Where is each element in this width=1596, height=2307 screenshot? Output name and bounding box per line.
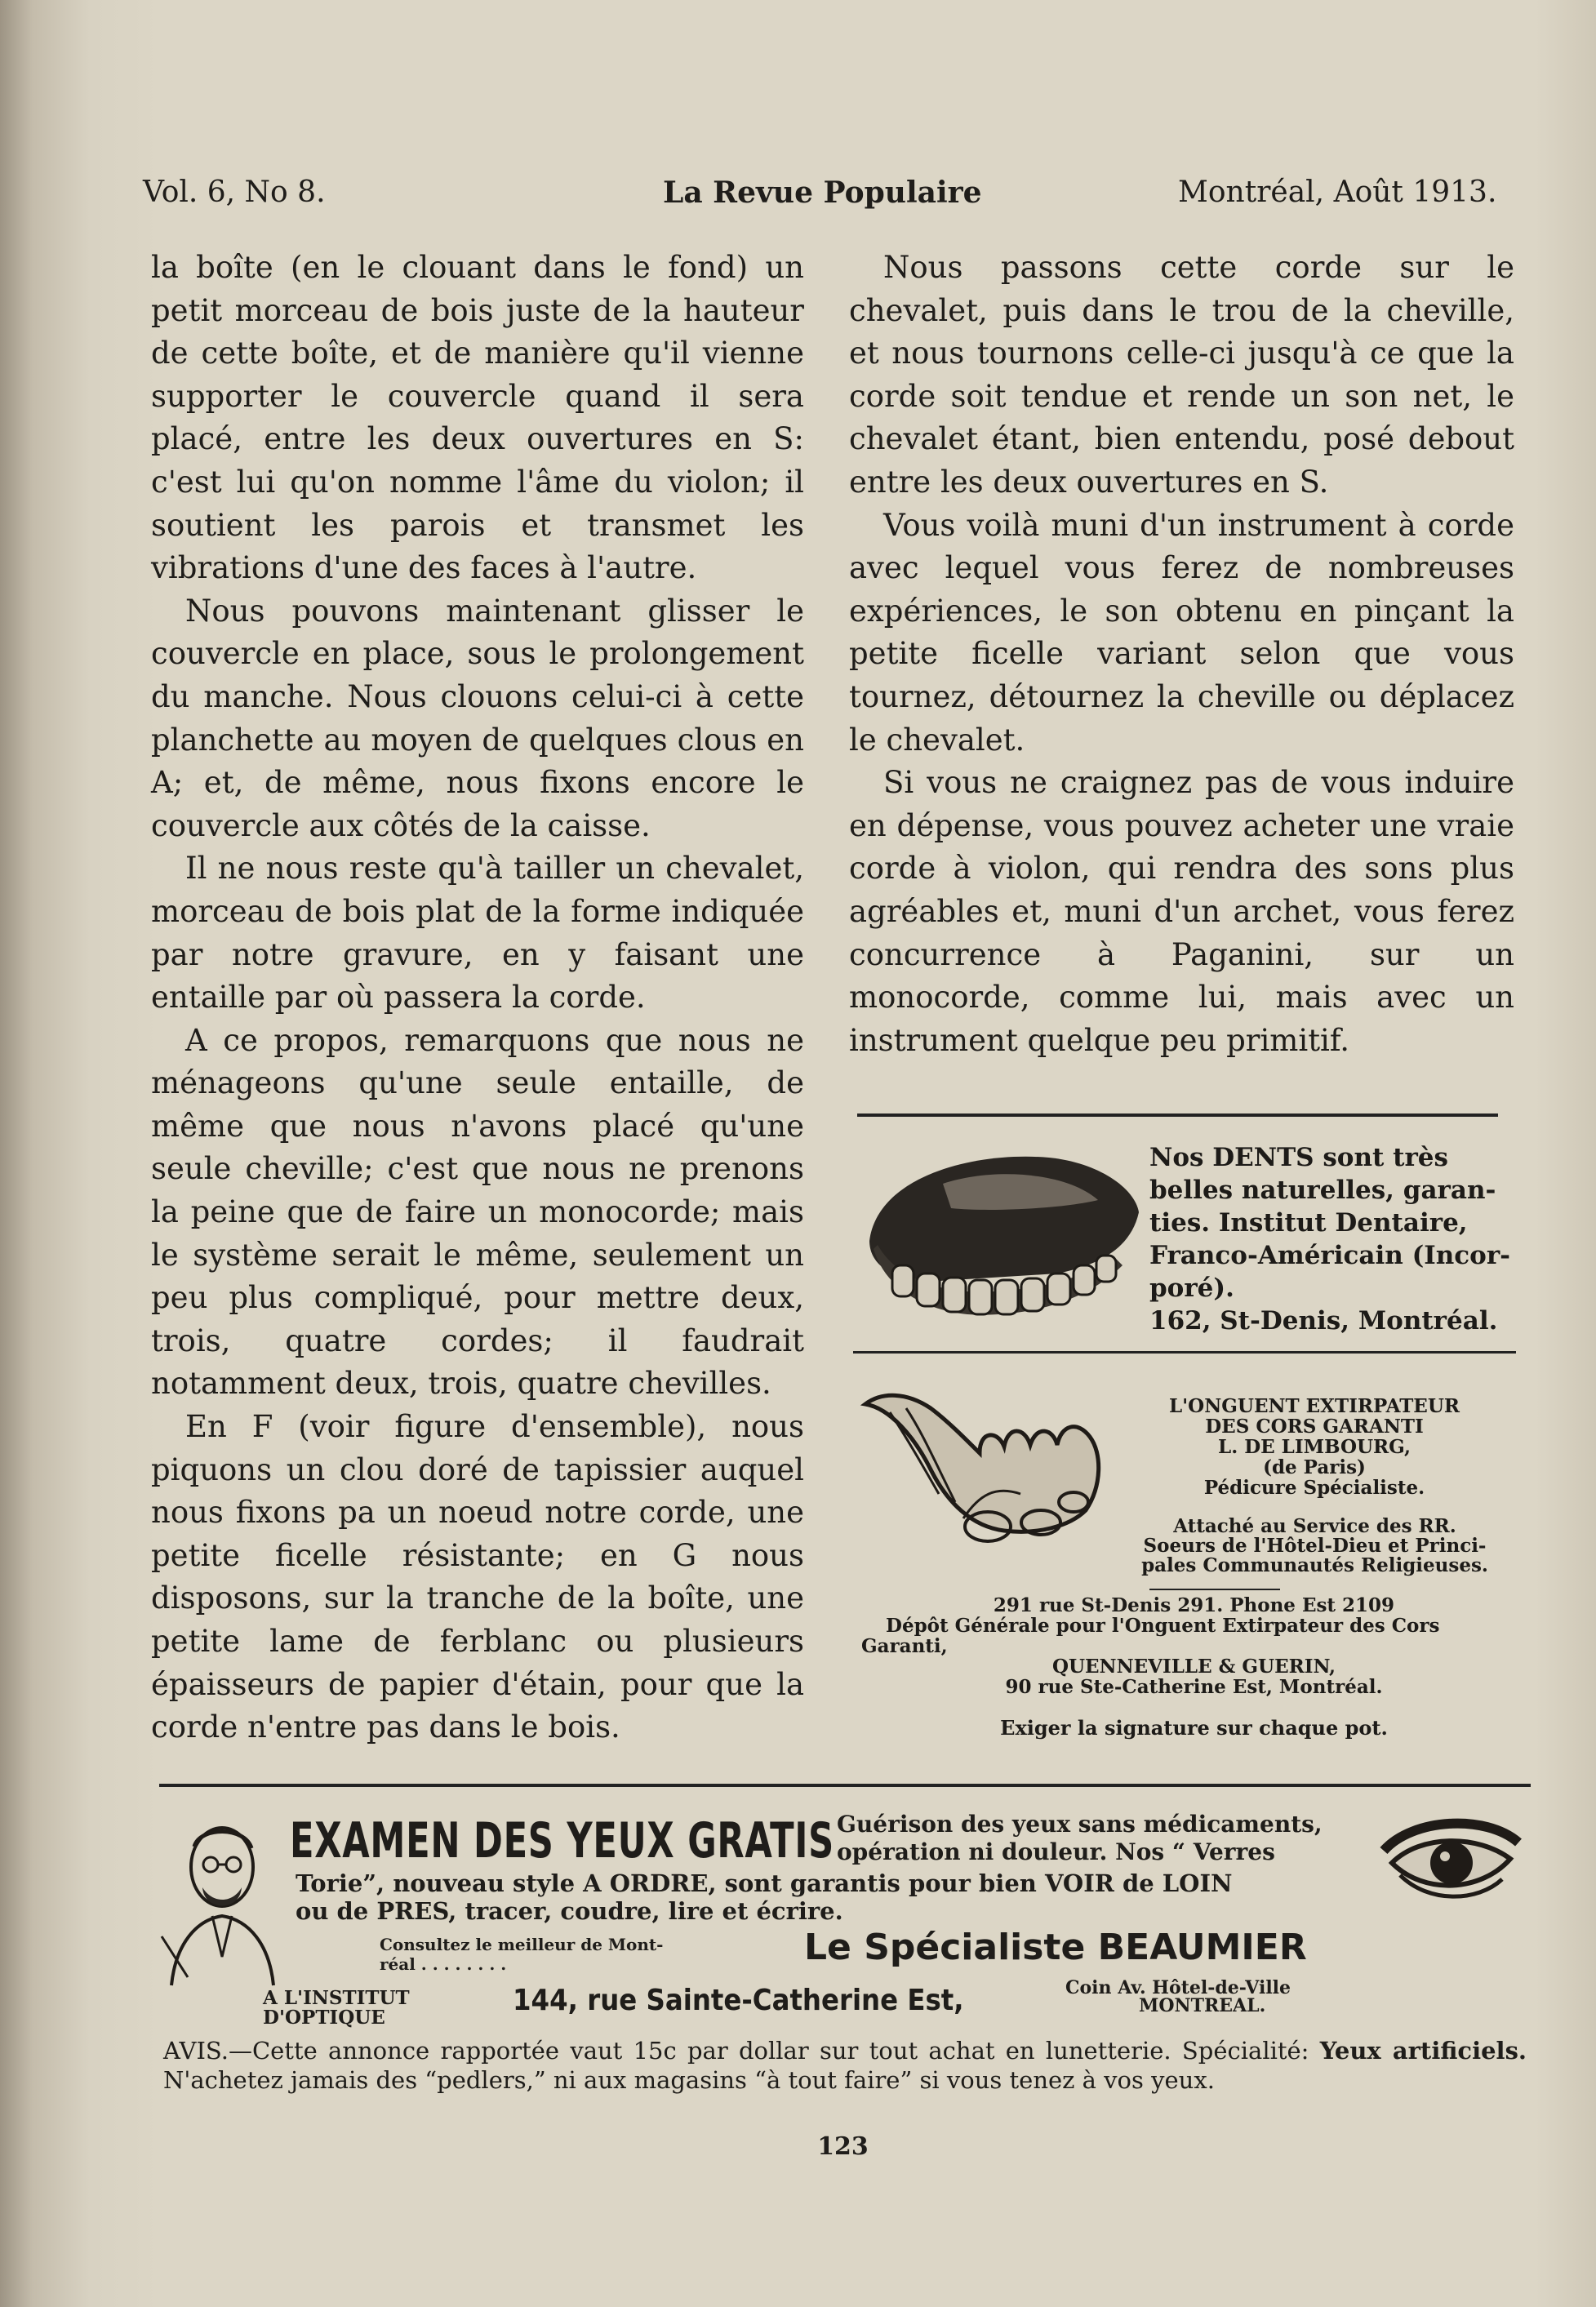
paragraph: En F (voir figure d'ensemble), nous piquons un clou doré de tapissier auquel nous fixons pa un noeud notre corde, une petite ficelle résistante; en G nous disposons, sur la tranche de la boîte, une petite lame de ferblanc ou plusieurs épaisseurs de papier d'étain, pour que la corde n'entre pas dans le bois. bbox=[151, 1409, 804, 1745]
paragraph: Nous pouvons maintenant glisser le couvercle en place, sous le prolongement du manche. Nous clouons celui-ci à cette planchette au moyen de quelques clous en A; et, de même, nous fixons encore le couvercle aux côtés de la caisse. bbox=[151, 593, 804, 843]
onguent-advertisement-title bbox=[1110, 1396, 1518, 1498]
ad-line: Coin Av. Hôtel-de-Ville bbox=[1065, 1977, 1291, 1998]
paragraph: Il ne nous reste qu'à tailler un chevalet, morceau de bois plat de la forme indiquée par notre gravure, en y faisant une entaille par où passera la corde. bbox=[151, 851, 804, 1016]
ad-line: D'OPTIQUE bbox=[263, 2007, 385, 2029]
eye-ad-notice bbox=[163, 2036, 1527, 2095]
foot-illustration bbox=[857, 1388, 1106, 1571]
eye-ad-corner bbox=[1065, 1979, 1291, 2015]
ad-line: réal . . . . . . . . bbox=[380, 1954, 507, 1974]
notice-text: N'achetez jamais des “pedlers,” ni aux magasins “à tout faire” si vous tenez à vos yeux. bbox=[163, 2066, 1215, 2094]
ad-line: MONTREAL. bbox=[1139, 1995, 1266, 2016]
notice-text: AVIS.—Cette annonce rapportée vaut 15c par dollar sur tout achat en lunetterie. Spécialité: bbox=[163, 2037, 1309, 2065]
onguent-advertisement-address bbox=[861, 1595, 1527, 1697]
left-column bbox=[151, 247, 804, 1749]
paragraph: Nous passons cette corde sur le chevalet, puis dans le trou de la cheville, et nous tournons celle-ci jusqu'à ce que la corde soit tendue et rende un son net, le chevalet étant, bien entendu, posé debout entre les deux ouvertures en S. bbox=[849, 250, 1514, 500]
ad-line: Nos DENTS sont très bbox=[1149, 1143, 1448, 1172]
paragraph: la boîte (en le clouant dans le fond) un petit morceau de bois juste de la hauteur de cette boîte, et de manière qu'il vienne supporter le couvercle quand il sera placé, entre les deux ouvertures en S: c'est lui qu'on nomme l'âme du violon; il soutient les parois et transmet les vibrations d'une des faces à l'autre. bbox=[151, 250, 804, 586]
eye-ad-specialist: Le Spécialiste BEAUMIER bbox=[804, 1927, 1307, 1968]
paragraph: Si vous ne craignez pas de vous induire en dépense, vous pouvez acheter une vraie corde à violon, qui rendra des sons plus agréables et, muni d'un archet, vous ferez concurrence à Paganini, sur un monocorde, comme lui, mais avec un instrument quelque peu primitif. bbox=[849, 765, 1514, 1058]
ad-line: QUENNEVILLE & GUERIN, bbox=[1051, 1656, 1336, 1678]
onguent-advertisement-attache bbox=[1109, 1517, 1521, 1576]
eye-exam-title: EXAMEN DES YEUX GRATIS bbox=[290, 1812, 834, 1869]
eye-ad-text-top bbox=[837, 1811, 1380, 1866]
onguent-signature-note: Exiger la signature sur chaque pot. bbox=[1000, 1716, 1388, 1740]
eye-illustration bbox=[1380, 1814, 1523, 1912]
header-volume: Vol. 6, No 8. bbox=[143, 176, 326, 209]
notice-bold: Yeux artificiels. bbox=[1319, 2037, 1527, 2065]
eye-ad-address: 144, rue Sainte-Catherine Est, bbox=[513, 1984, 964, 2017]
dents-advertisement bbox=[1149, 1141, 1521, 1337]
ad-line: L'ONGUENT EXTIRPATEUR bbox=[1168, 1395, 1460, 1417]
ad-line: Torie”, nouveau style A ORDRE, sont garantis pour bien VOIR de LOIN bbox=[296, 1869, 1233, 1897]
ad-line: DES CORS GARANTI bbox=[1205, 1416, 1424, 1438]
eye-ad-institut bbox=[263, 1989, 410, 2028]
divider-rule bbox=[857, 1113, 1498, 1117]
right-column bbox=[849, 247, 1514, 1062]
ad-line: Dépôt Générale pour l'Onguent Extirpateur des Cors bbox=[886, 1615, 1440, 1637]
ad-line: Pédicure Spécialiste. bbox=[1203, 1477, 1425, 1499]
ad-line: 162, St-Denis, Montréal. bbox=[1149, 1306, 1498, 1336]
ad-line: ties. Institut Dentaire, bbox=[1149, 1208, 1468, 1238]
ad-line: A L'INSTITUT bbox=[263, 1987, 410, 2009]
header-journal-title: La Revue Populaire bbox=[663, 176, 982, 210]
ad-line: 90 rue Ste-Catherine Est, Montréal. bbox=[1005, 1676, 1383, 1698]
ad-line: Soeurs de l'Hôtel-Dieu et Princi- bbox=[1143, 1535, 1487, 1557]
ad-line: Attaché au Service des RR. bbox=[1173, 1515, 1456, 1537]
ad-line: pales Communautés Religieuses. bbox=[1141, 1554, 1488, 1576]
portrait-illustration bbox=[155, 1814, 286, 1989]
ad-line: Guérison des yeux sans médicaments, bbox=[837, 1811, 1323, 1838]
ad-line: Garanti, bbox=[861, 1635, 948, 1657]
ad-line: 291 rue St-Denis 291. Phone Est 2109 bbox=[993, 1594, 1395, 1616]
page-number: 123 bbox=[817, 2132, 869, 2161]
ad-line: poré). bbox=[1149, 1274, 1234, 1303]
eye-ad-text-body bbox=[296, 1869, 1381, 1925]
divider-rule bbox=[159, 1784, 1531, 1787]
denture-illustration bbox=[853, 1143, 1143, 1335]
ad-line: Franco-Américain (Incor- bbox=[1149, 1241, 1511, 1270]
paragraph: Vous voilà muni d'un instrument à corde avec lequel vous ferez de nombreuses expériences, le son obtenu en pinçant la petite ficelle variant selon que vous tournez, détournez la cheville ou déplacez le chevalet. bbox=[849, 507, 1514, 758]
ad-line: opération ni douleur. Nos “ Verres bbox=[837, 1838, 1275, 1865]
short-rule bbox=[1149, 1589, 1280, 1590]
ad-line: Consultez le meilleur de Mont- bbox=[380, 1935, 664, 1954]
ad-line: belles naturelles, garan- bbox=[1149, 1176, 1496, 1205]
eye-ad-consult bbox=[380, 1935, 780, 1974]
ad-line: ou de PRES, tracer, coudre, lire et écrire. bbox=[296, 1897, 843, 1925]
ad-line: L. DE LIMBOURG, bbox=[1218, 1436, 1411, 1458]
ad-line: (de Paris) bbox=[1263, 1456, 1366, 1478]
paragraph: A ce propos, remarquons que nous ne ménageons qu'une seule entaille, de même que nous n'avons placé qu'une seule cheville; c'est que nous ne prenons la peine que de faire un monocorde; mais le système serait le même, seulement un peu plus compliqué, pour mettre deux, trois, quatre cordes; il faudrait notamment deux, trois, quatre chevilles. bbox=[151, 1022, 804, 1402]
header-place-date: Montréal, Août 1913. bbox=[1178, 176, 1497, 209]
divider-rule bbox=[853, 1351, 1516, 1354]
